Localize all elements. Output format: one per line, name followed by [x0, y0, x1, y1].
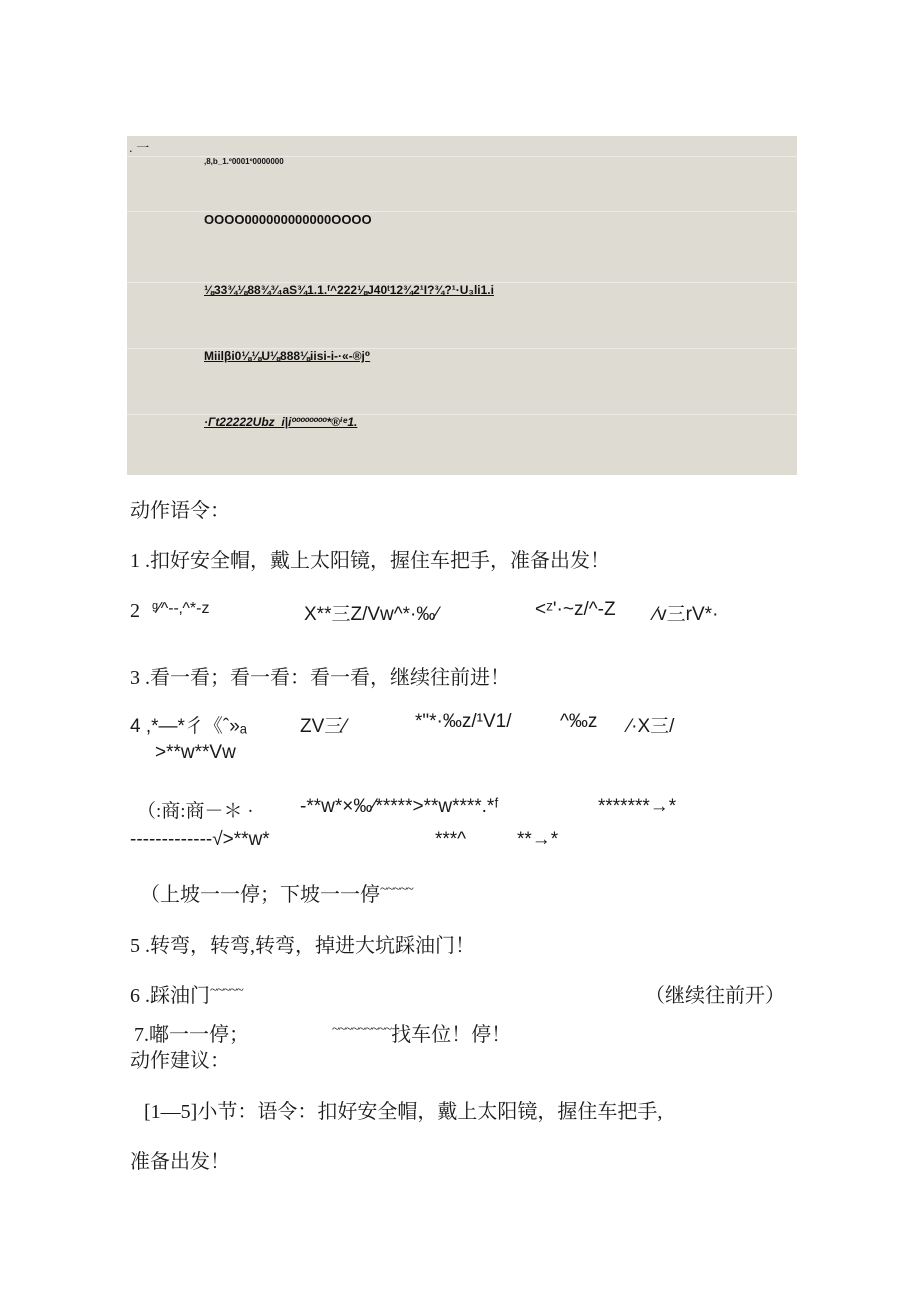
score-line-4: Miilβi0⅛⅛U⅛888⅛iisi-i-·«-®j⁰ [204, 349, 371, 363]
command-item-2-part-d: ⁄v三rV*· [654, 604, 719, 625]
command-item-7-part-a: 7.嘟一一停； [134, 1024, 249, 1046]
garbled-line-2-part-c: **→* [517, 829, 559, 850]
garbled-line-2-part-a: -------------√>**w* [130, 829, 270, 850]
garbled-line-2-part-b: ***^ [435, 829, 467, 850]
command-item-2-part-b: X**三Z/Vw^*·‰⁄ [304, 604, 439, 625]
command-item-4-part-b: ZV三⁄ [300, 716, 347, 737]
command-item-4-part-d: ^‰z [560, 711, 598, 732]
command-item-2-part-c: <ᶻ'·~z/^-Z [535, 599, 616, 620]
wave-mark: ~~~~~~~~~ [332, 1022, 392, 1037]
command-item-2-number: 2 [130, 600, 140, 622]
command-item-7 [332, 1018, 511, 1047]
score-corner-mark: . 一 [129, 140, 150, 155]
command-item-3: 3 .看一看；看一看：看一看，继续往前进！ [130, 667, 510, 689]
wave-mark: ~~~~~ [380, 882, 413, 897]
command-item-5: 5 .转弯，转弯,转弯，掉进大坑踩油门！ [130, 935, 475, 957]
command-item-2-part-a: ᵍ∕^--‚^*-z [152, 600, 210, 617]
command-item-1: 1 .扣好安全帽，戴上太阳镜，握住车把手，准备出发！ [130, 550, 610, 572]
command-item-4-part-c: *"*·‰z/¹V1/ [415, 711, 512, 732]
command-item-4-part-a: 4 ,*—*彳《ˆ»ₐ [130, 716, 247, 737]
suggestion-line-2: 准备出发！ [130, 1151, 230, 1173]
command-item-4-part-e: ⁄·X三/ [628, 716, 675, 737]
command-item-6-note: （继续往前开） [645, 985, 785, 1007]
section-heading-commands: 动作语令： [130, 500, 230, 522]
garbled-line-1-part-a: （:商:商－＊ · [137, 801, 254, 822]
score-line-2: OOOO000000000000OOOO [204, 212, 372, 227]
score-line-5: ·Γt22222Ubz_i|iºººººººº*®ⁱᵉ1. [204, 415, 358, 429]
wave-mark: ~~~~~ [210, 983, 243, 998]
score-line-1: ,8,b_1.º0001º0000000 [204, 157, 284, 166]
suggestion-line-1: [1—5]小节：语令：扣好安全帽，戴上太阳镜，握住车把手, [144, 1101, 663, 1123]
command-item-6-text: 6 .踩油门 [130, 985, 210, 1007]
slope-text: （上坡一一停；下坡一一停 [140, 884, 380, 906]
slope-instruction [140, 878, 413, 907]
garbled-line-1-part-b: -**w*×‰⁄*****>**w****.*ᶠ [300, 796, 499, 817]
section-heading-suggestions: 动作建议： [130, 1050, 230, 1072]
score-image [127, 136, 797, 475]
command-item-6 [130, 979, 243, 1008]
command-item-7-part-b: 找车位！停！ [391, 1024, 512, 1046]
garbled-line-1-part-c: *******→* [598, 796, 677, 817]
score-line-3: ⅛33¾⅛88¾³⁄₄aS¾1.1.ᶠ^222⅛J40ᵗ12¾2¹I?¾?¹·U₃li1.i [204, 283, 494, 297]
command-item-4-line-2: >**w**Vw [155, 742, 236, 763]
